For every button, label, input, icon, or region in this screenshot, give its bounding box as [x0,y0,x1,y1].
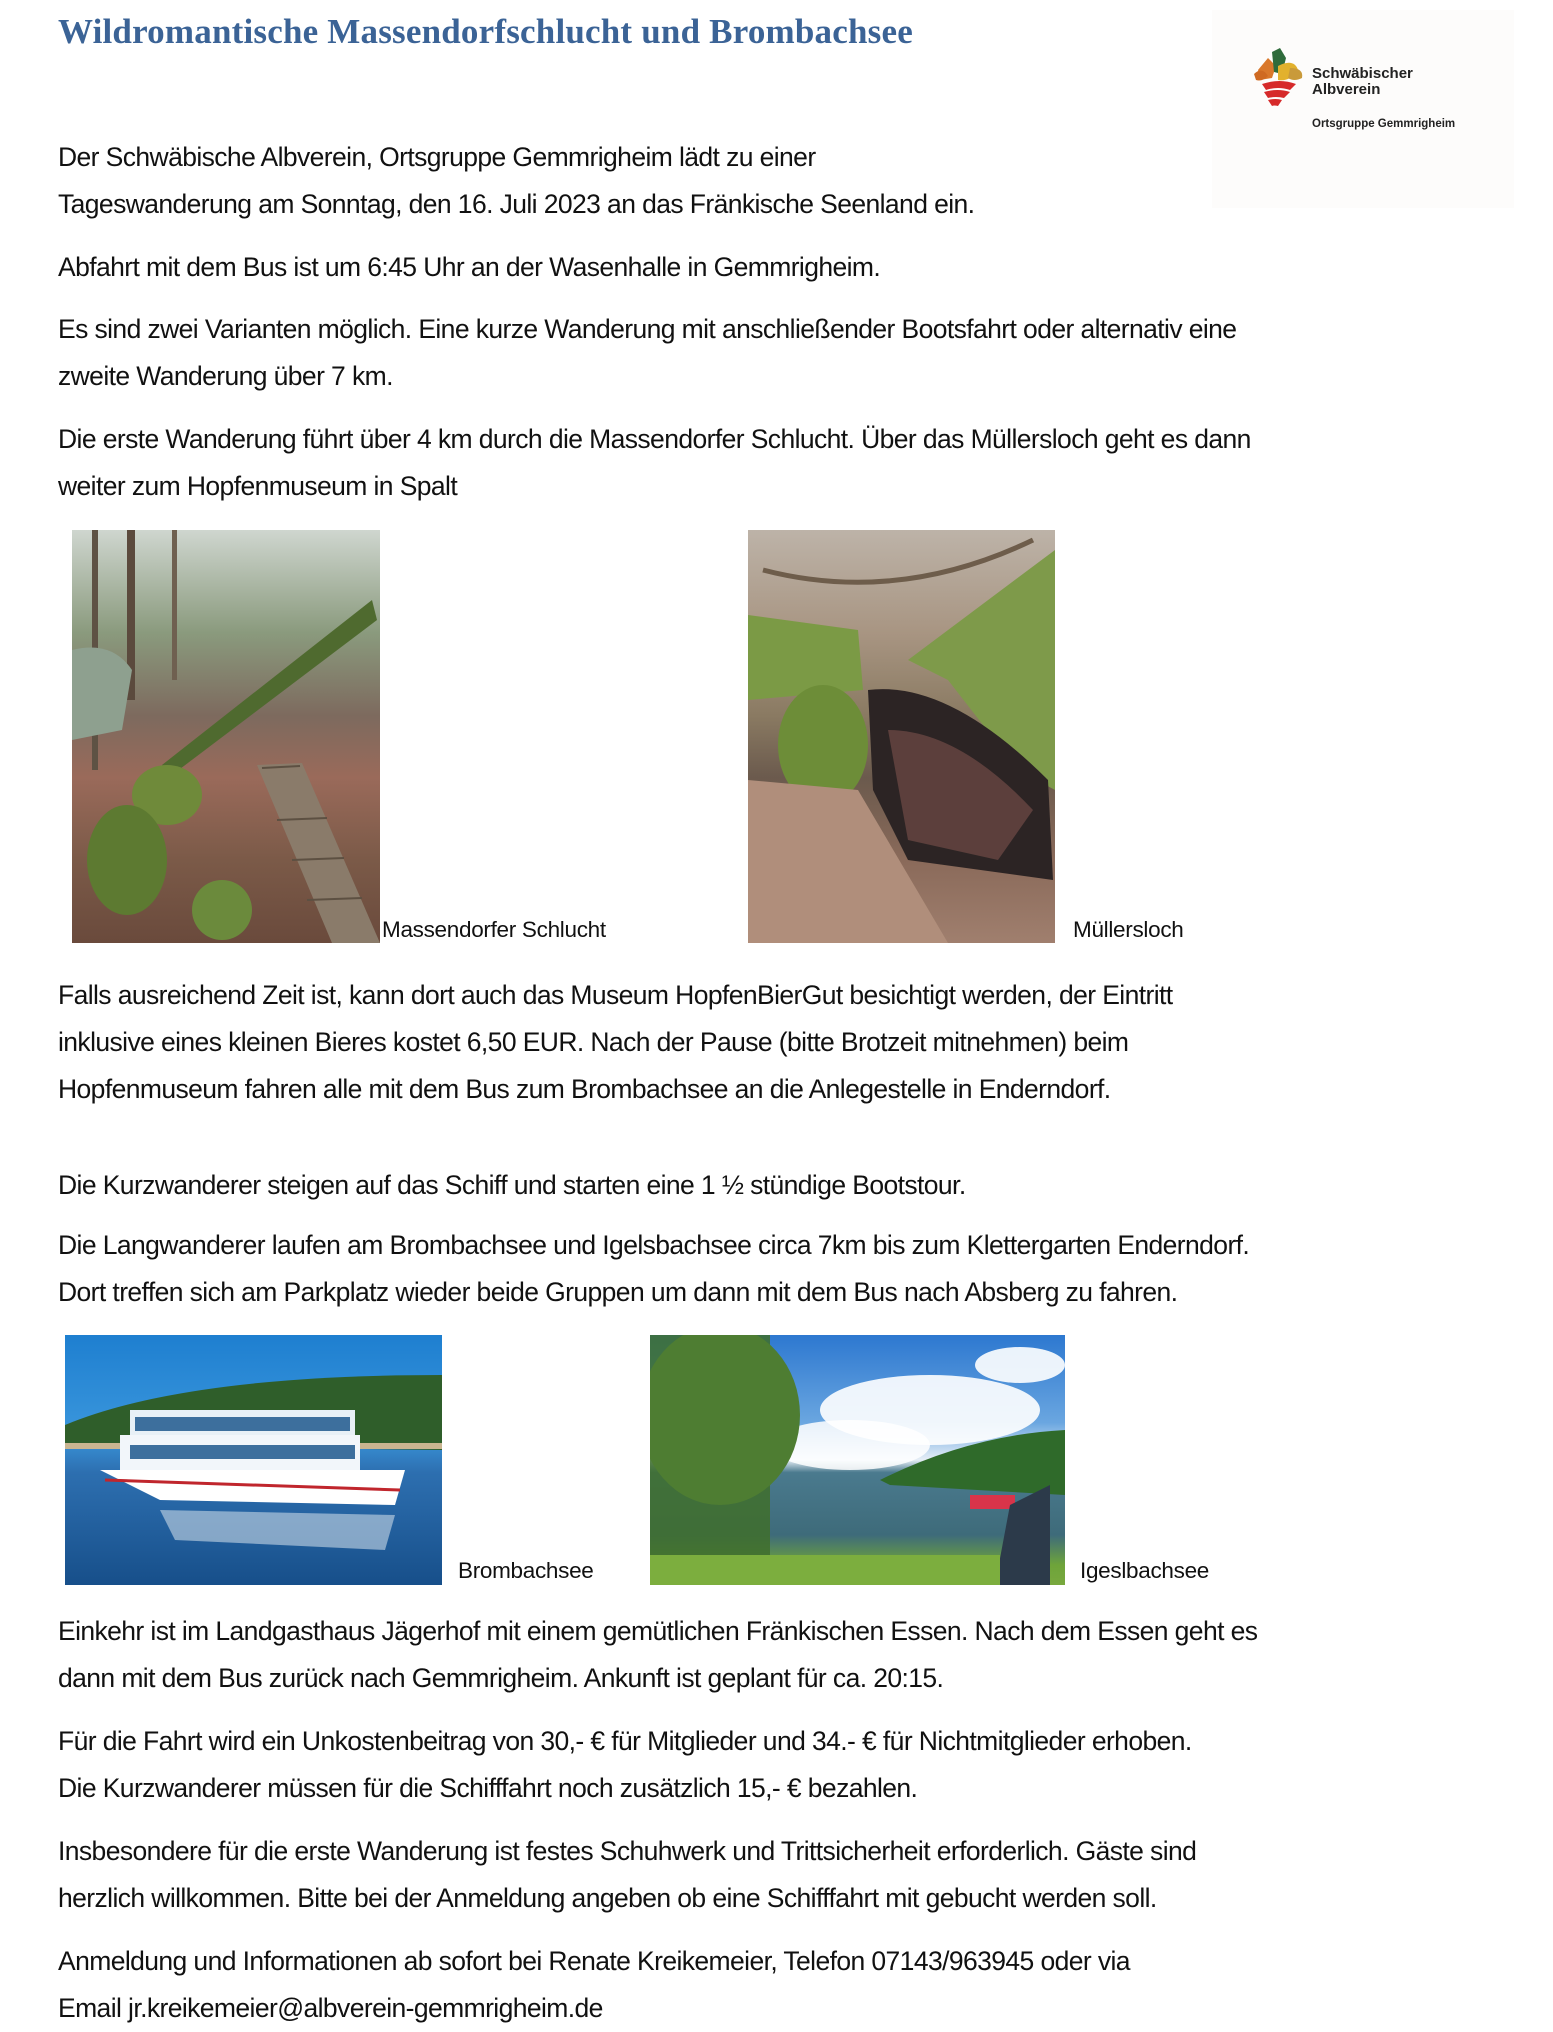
text-line: Hopfenmuseum fahren alle mit dem Bus zum Brombachsee an die Anlegestelle in Enderndorf. [58,1074,1111,1104]
lake-illustration [650,1335,1065,1585]
text-line: Insbesondere für die erste Wanderung ist festes Schuhwerk und Trittsicherheit erforderlich. Gäste sind [58,1836,1197,1866]
leaf-emblem-icon [1250,48,1306,116]
gorge-illustration [72,530,380,943]
dinner-paragraph [58,1608,1257,1702]
cave-illustration [748,530,1055,943]
text-line: Der Schwäbische Albverein, Ortsgruppe Gemmrigheim lädt zu einer [58,142,816,172]
logo-subtitle: Ortsgruppe Gemmrigheim [1312,118,1456,130]
gorge-photo [72,530,380,943]
museum-paragraph [58,972,1173,1113]
photo-caption: Massendorfer Schlucht [382,917,606,942]
logo-text [1312,66,1413,98]
photo-caption: Müllersloch [1073,917,1184,942]
ship-photo [65,1335,442,1585]
text-line: Dort treffen sich am Parkplatz wieder beide Gruppen um dann mit dem Bus nach Absberg zu fahren. [58,1277,1178,1307]
text-line: dann mit dem Bus zurück nach Gemmrigheim. Ankunft ist geplant für ca. 20:15. [58,1663,944,1693]
contact-paragraph [58,1938,1130,2032]
text-line: Die Kurzwanderer müssen für die Schifffahrt noch zusätzlich 15,- € bezahlen. [58,1773,918,1803]
logo-line-1: Schwäbischer [1312,65,1413,82]
text-line: Die Langwanderer laufen am Brombachsee und Igelsbachsee circa 7km bis zum Klettergarten Enderndorf. [58,1230,1250,1260]
costs-paragraph [58,1718,1192,1812]
text-line: Einkehr ist im Landgasthaus Jägerhof mit einem gemütlichen Fränkischen Essen. Nach dem Essen geht es [58,1616,1258,1646]
text-line: weiter zum Hopfenmuseum in Spalt [58,471,458,501]
photo-caption: Igeslbachsee [1080,1558,1209,1583]
text-line: Anmeldung und Informationen ab sofort bei Renate Kreikemeier, Telefon 07143/963945 oder via [58,1946,1130,1976]
text-line: Die erste Wanderung führt über 4 km durch die Massendorfer Schlucht. Über das Müllersloch geht es dann [58,424,1251,454]
long-hike-paragraph [58,1222,1249,1316]
cave-photo [748,530,1055,943]
lake-photo [650,1335,1065,1585]
text-line: herzlich willkommen. Bitte bei der Anmeldung angeben ob eine Schifffahrt mit gebucht werden soll. [58,1883,1157,1913]
logo-line-2: Albverein [1312,81,1381,98]
contact-email[interactable]: Email jr.kreikemeier@albverein-gemmrigheim.de [58,1993,603,2023]
first-hike-paragraph [58,416,1251,510]
text-line: inklusive eines kleinen Bieres kostet 6,50 EUR. Nach der Pause (bitte Brotzeit mitnehmen) beim [58,1027,1129,1057]
text-line: Abfahrt mit dem Bus ist um 6:45 Uhr an der Wasenhalle in Gemmrigheim. [58,252,881,282]
page-title: Wildromantische Massendorfschlucht und Brombachsee [58,12,913,51]
text-line: Tageswanderung am Sonntag, den 16. Juli 2023 an das Fränkische Seenland ein. [58,189,975,219]
departure-paragraph [58,244,880,291]
variants-paragraph [58,306,1236,400]
intro-paragraph [58,134,974,228]
text-line: Die Kurzwanderer steigen auf das Schiff und starten eine 1 ½ stündige Bootstour. [58,1170,966,1200]
photo-caption: Brombachsee [458,1558,594,1583]
text-line: Für die Fahrt wird ein Unkostenbeitrag von 30,- € für Mitglieder und 34.- € für Nichtmitglieder erhoben. [58,1726,1192,1756]
text-line: Falls ausreichend Zeit ist, kann dort auch das Museum HopfenBierGut besichtigt werden, der Eintritt [58,980,1173,1010]
notes-paragraph [58,1828,1196,1922]
ship-illustration [65,1335,442,1585]
boat-paragraph [58,1162,966,1209]
text-line: zweite Wanderung über 7 km. [58,361,393,391]
text-line: Es sind zwei Varianten möglich. Eine kurze Wanderung mit anschließender Bootsfahrt oder alternativ eine [58,314,1237,344]
albverein-logo [1212,10,1514,208]
